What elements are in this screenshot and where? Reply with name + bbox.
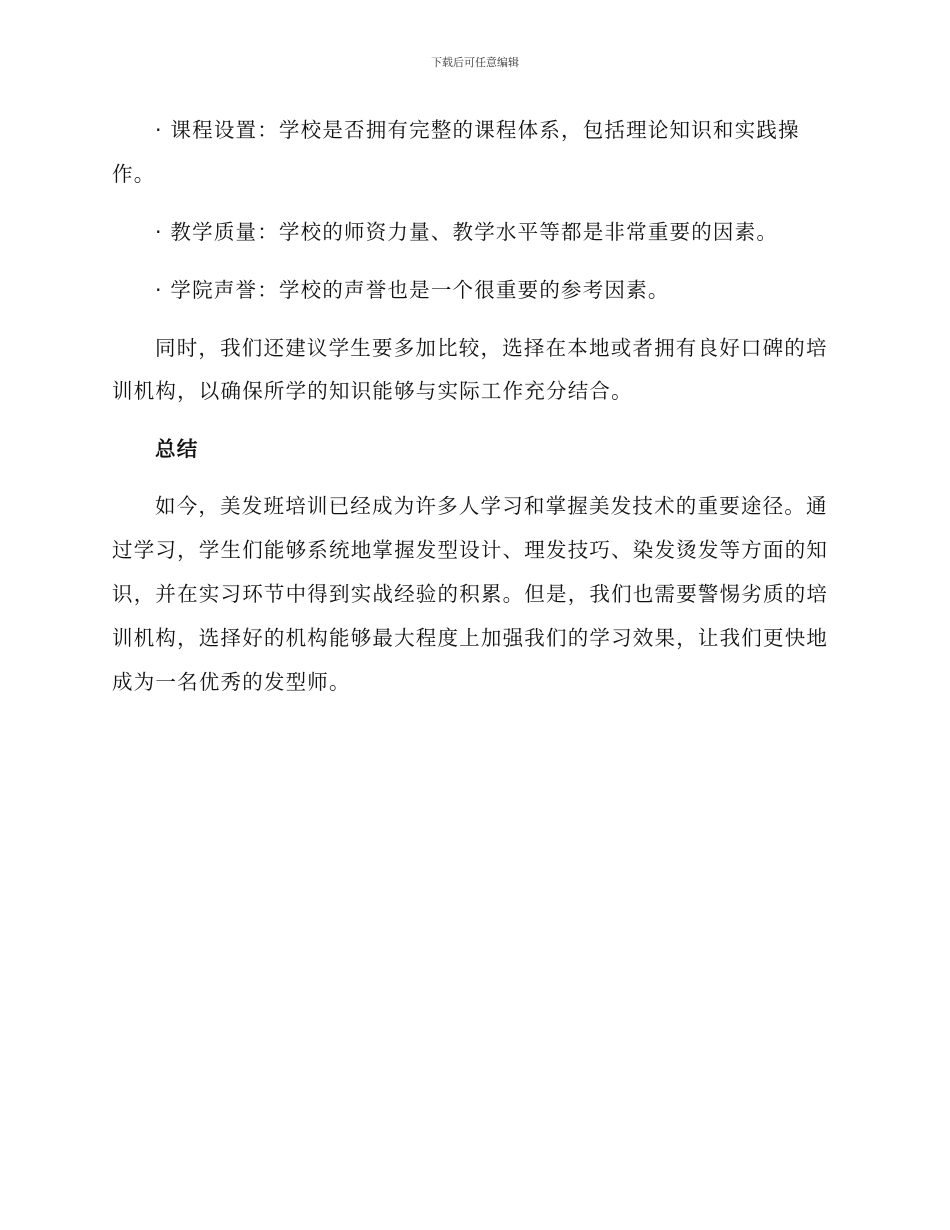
bullet-reputation: · 学院声誉：学校的声誉也是一个很重要的参考因素。 [155,278,670,302]
bullet-teaching-quality: · 教学质量：学校的师资力量、教学水平等都是非常重要的因素。 [155,220,779,244]
section-title: 总结 [155,437,199,461]
page-header: 下载后可任意编辑 [431,56,519,69]
paragraph-line: 成为一名优秀的发型师。 [112,670,351,694]
paragraph-line: 同时，我们还建议学生要多加比较，选择在本地或者拥有良好口碑的培 [155,336,828,360]
bullet-course-setting: · 课程设置：学校是否拥有完整的课程体系，包括理论知识和实践操 [155,118,800,142]
paragraph-line: 如今，美发班培训已经成为许多人学习和掌握美发技术的重要途径。通 [155,494,828,518]
bullet-course-setting-cont: 作。 [112,162,156,186]
paragraph-line: 过学习，学生们能够系统地掌握发型设计、理发技巧、染发烫发等方面的知 [112,538,829,562]
paragraph-line: 训机构，选择好的机构能够最大程度上加强我们的学习效果，让我们更快地 [112,626,829,650]
paragraph-line: 识，并在实习环节中得到实战经验的积累。但是，我们也需要警惕劣质的培 [112,582,829,606]
paragraph-line: 训机构，以确保所学的知识能够与实际工作充分结合。 [112,379,633,403]
